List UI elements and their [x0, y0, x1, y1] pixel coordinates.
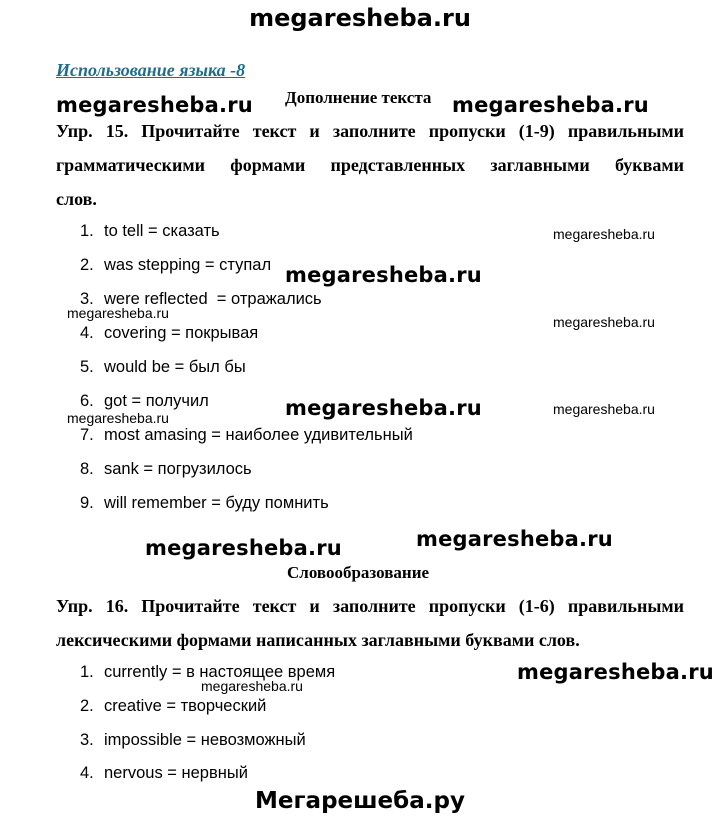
watermark: megaresheba.ru	[452, 93, 649, 117]
site-footer[interactable]: Мегарешеба.ру	[255, 788, 465, 814]
list-item	[80, 222, 220, 241]
watermark: megaresheba.ru	[67, 305, 169, 321]
item-text: currently = в настоящее время	[104, 663, 336, 681]
task-line: грамматическими формами представленных заглавными буквами	[56, 155, 684, 175]
task-line: Упр. 15. Прочитайте текст и заполните пропуски (1-9) правильными	[56, 121, 684, 141]
watermark: megaresheba.ru	[416, 527, 613, 551]
watermark: megaresheba.ru	[553, 226, 655, 242]
item-number: 8.	[80, 460, 94, 478]
watermark: megaresheba.ru	[553, 314, 655, 330]
watermark: megaresheba.ru	[517, 660, 714, 684]
item-number: 7.	[80, 426, 94, 444]
task-line: слов.	[56, 189, 97, 209]
item-number: 3.	[80, 731, 94, 749]
list-item	[80, 697, 266, 716]
list-item	[80, 392, 209, 411]
item-text: sank = погрузилось	[104, 460, 252, 478]
item-number: 5.	[80, 358, 94, 376]
list-item	[80, 764, 248, 783]
item-number: 2.	[80, 256, 94, 274]
item-number: 4.	[80, 764, 94, 782]
item-text: got = получил	[104, 392, 209, 410]
item-text: will remember = буду помнить	[104, 494, 329, 512]
part1-heading: Дополнение текста	[285, 88, 432, 107]
item-text: most amasing = наиболее удивительный	[104, 426, 413, 444]
item-number: 9.	[80, 494, 94, 512]
watermark: megaresheba.ru	[285, 263, 482, 287]
item-number: 2.	[80, 697, 94, 715]
item-text: impossible = невозможный	[104, 731, 306, 749]
item-number: 4.	[80, 324, 94, 342]
item-text: nervous = нервный	[104, 764, 248, 782]
list-item	[80, 494, 329, 513]
part2-heading: Словообразование	[287, 563, 430, 582]
task-line: лексическими формами написанных заглавными буквами слов.	[56, 630, 580, 650]
item-number: 3.	[80, 290, 94, 308]
item-text: were reflected = отражались	[104, 290, 322, 308]
watermark: megaresheba.ru	[56, 93, 253, 117]
watermark: megaresheba.ru	[553, 401, 655, 417]
item-text: would be = был бы	[104, 358, 246, 376]
item-text: was stepping = ступал	[104, 256, 272, 274]
task-line: Упр. 16. Прочитайте текст и заполните пропуски (1-6) правильными	[56, 596, 684, 616]
watermark: megaresheba.ru	[145, 536, 342, 560]
section-title-link[interactable]: Использование языка -8	[56, 60, 246, 80]
list-item	[80, 256, 271, 275]
part2-task-text	[56, 589, 684, 657]
list-item	[80, 426, 413, 445]
item-text: covering = покрывая	[104, 324, 259, 342]
item-number: 1.	[80, 663, 94, 681]
item-number: 1.	[80, 222, 94, 240]
part1-task-text	[56, 114, 684, 216]
watermark: megaresheba.ru	[285, 396, 482, 420]
list-item	[80, 358, 246, 377]
item-text: to tell = сказать	[104, 222, 220, 240]
watermark: megaresheba.ru	[67, 410, 169, 426]
list-item	[80, 324, 258, 343]
item-text: creative = творческий	[104, 697, 267, 715]
site-header[interactable]: megaresheba.ru	[249, 4, 471, 32]
item-number: 6.	[80, 392, 94, 410]
list-item	[80, 460, 252, 479]
list-item	[80, 731, 306, 750]
watermark: megaresheba.ru	[201, 678, 303, 694]
